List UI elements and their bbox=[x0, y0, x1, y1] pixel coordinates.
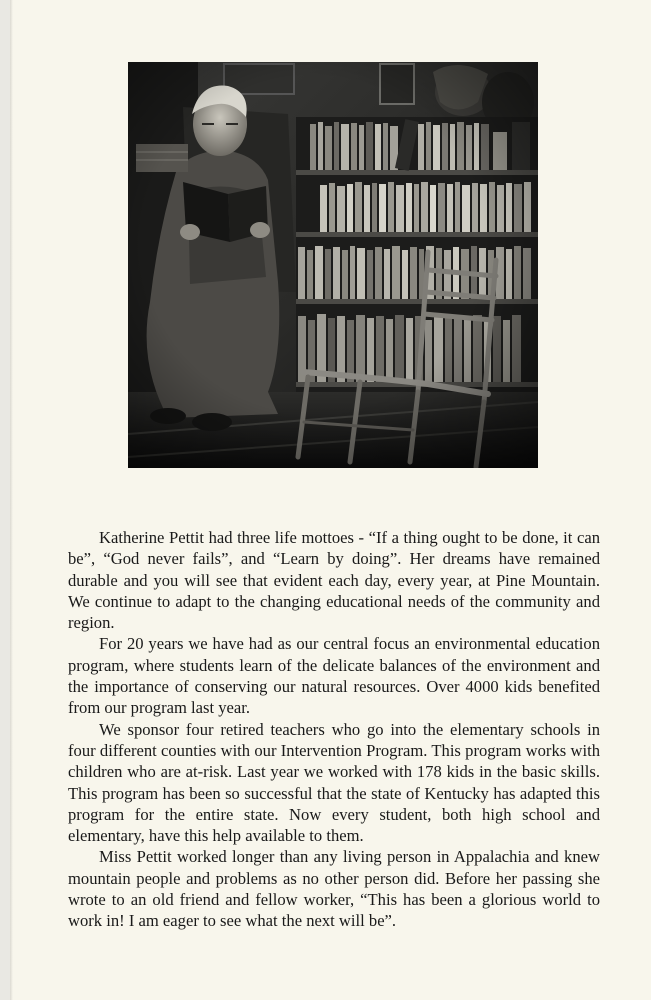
photograph bbox=[128, 62, 538, 468]
photo-image bbox=[128, 62, 538, 468]
document-page bbox=[10, 0, 651, 1000]
body-text bbox=[68, 527, 600, 932]
paragraph-environmental-program: For 20 years we have had as our central focus an environmental education program, where students learn of the delicate balances of the environment and the importance of conserving our natural resources. Over 4000 kids benefited from our program last year. bbox=[68, 634, 600, 718]
paragraph-intervention-program: We sponsor four retired teachers who go into the elementary schools in four different counties with our Intervention Program. This program works with children who are at-risk. Last year we worked with 178 kids in the basic skills. This program has been so successful that the state of Kentucky has adapted this program for the entire state. Now every student, both high school and elementary, have this help available to them. bbox=[68, 719, 600, 846]
paragraph-mottoes: Katherine Pettit had three life mottoes - “If a thing ought to be done, it can be”, “God never fails”, and “Learn by doing”. Her dreams have remained durable and you will see that evident each day, every year, at Pine Mountain. We continue to adapt to the changing educational needs of the community and region. bbox=[68, 528, 600, 633]
paragraph-miss-pettit: Miss Pettit worked longer than any living person in Appalachia and knew mountain people and problems as no other person did. Before her passing she wrote to an old friend and fellow worker, “This has been a glorious world to work in! I am eager to see what the next will be”. bbox=[68, 847, 600, 931]
